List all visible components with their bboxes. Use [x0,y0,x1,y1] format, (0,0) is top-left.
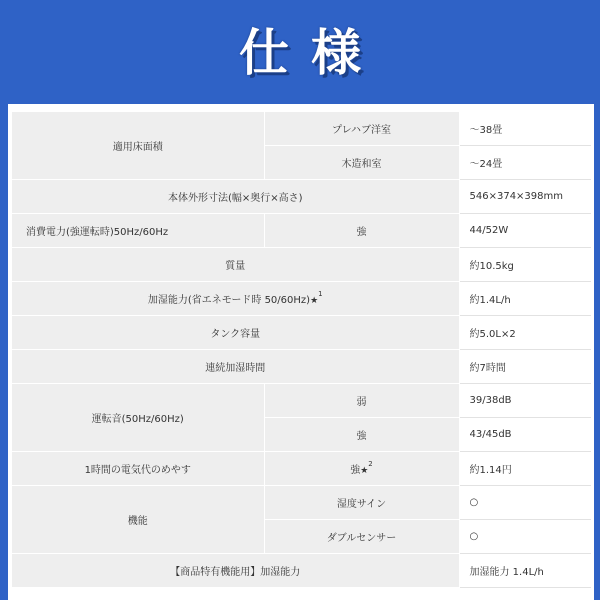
footnote-mark: 1 [318,290,323,298]
table-row [12,180,590,214]
table-row [12,282,590,316]
row-label-mass: 質量 [12,248,459,282]
value-double-sensor: ○ [459,520,590,554]
footnote-mark: 2 [368,460,373,468]
star-mark: ★ [310,296,319,306]
value-humidify: 約1.4L/h [459,282,590,316]
spec-panel [8,104,594,600]
sub-label-prefab: プレハブ洋室 [264,112,459,146]
value-mass: 約10.5kg [459,248,590,282]
table-row [12,554,590,588]
row-label-applicable-area: 適用床面積 [12,112,264,180]
value-dimensions: 546×374×398mm [459,180,590,214]
row-label-feature: 【商品特有機能用】加湿能力 [12,554,459,588]
row-label-humidify [12,282,459,316]
value-power: 44/52W [459,214,590,248]
spec-table [12,112,591,588]
value-tank: 約5.0L×2 [459,316,590,350]
table-row [12,350,590,384]
row-label-noise: 運転音(50Hz/60Hz) [12,384,264,452]
table-row [12,486,590,520]
row-label-electricity: 1時間の電気代のめやす [12,452,264,486]
title-band [0,0,600,98]
value-noise-strong: 43/45dB [459,418,590,452]
table-row [12,384,590,418]
sub-label-humidity-sign: 湿度サイン [264,486,459,520]
table-row [12,214,590,248]
sub-label-power: 強 [264,214,459,248]
row-label-dimensions: 本体外形寸法(幅×奥行×高さ) [12,180,459,214]
star-mark: ★ [360,466,369,476]
row-label-functions: 機能 [12,486,264,554]
sub-label-wooden: 木造和室 [264,146,459,180]
electricity-sub-text: 強 [350,465,361,476]
value-humidity-sign: ○ [459,486,590,520]
row-label-power: 消費電力(強運転時)50Hz/60Hz [12,214,264,248]
value-electricity: 約1.14円 [459,452,590,486]
humidify-label-text: 加湿能力(省エネモード時 50/60Hz) [147,295,311,306]
sub-label-electricity [264,452,459,486]
value-noise-weak: 39/38dB [459,384,590,418]
value-continuous: 約7時間 [459,350,590,384]
page-title: 仕様 [239,24,383,82]
value-wooden: ～24畳 [459,146,590,180]
row-label-tank: タンク容量 [12,316,459,350]
table-row [12,452,590,486]
table-row [12,316,590,350]
sub-label-noise-strong: 強 [264,418,459,452]
table-row [12,112,590,146]
table-row [12,248,590,282]
sub-label-double-sensor: ダブルセンサー [264,520,459,554]
value-feature: 加湿能力 1.4L/h [459,554,590,588]
sub-label-noise-weak: 弱 [264,384,459,418]
value-prefab: ～38畳 [459,112,590,146]
row-label-continuous: 連続加湿時間 [12,350,459,384]
